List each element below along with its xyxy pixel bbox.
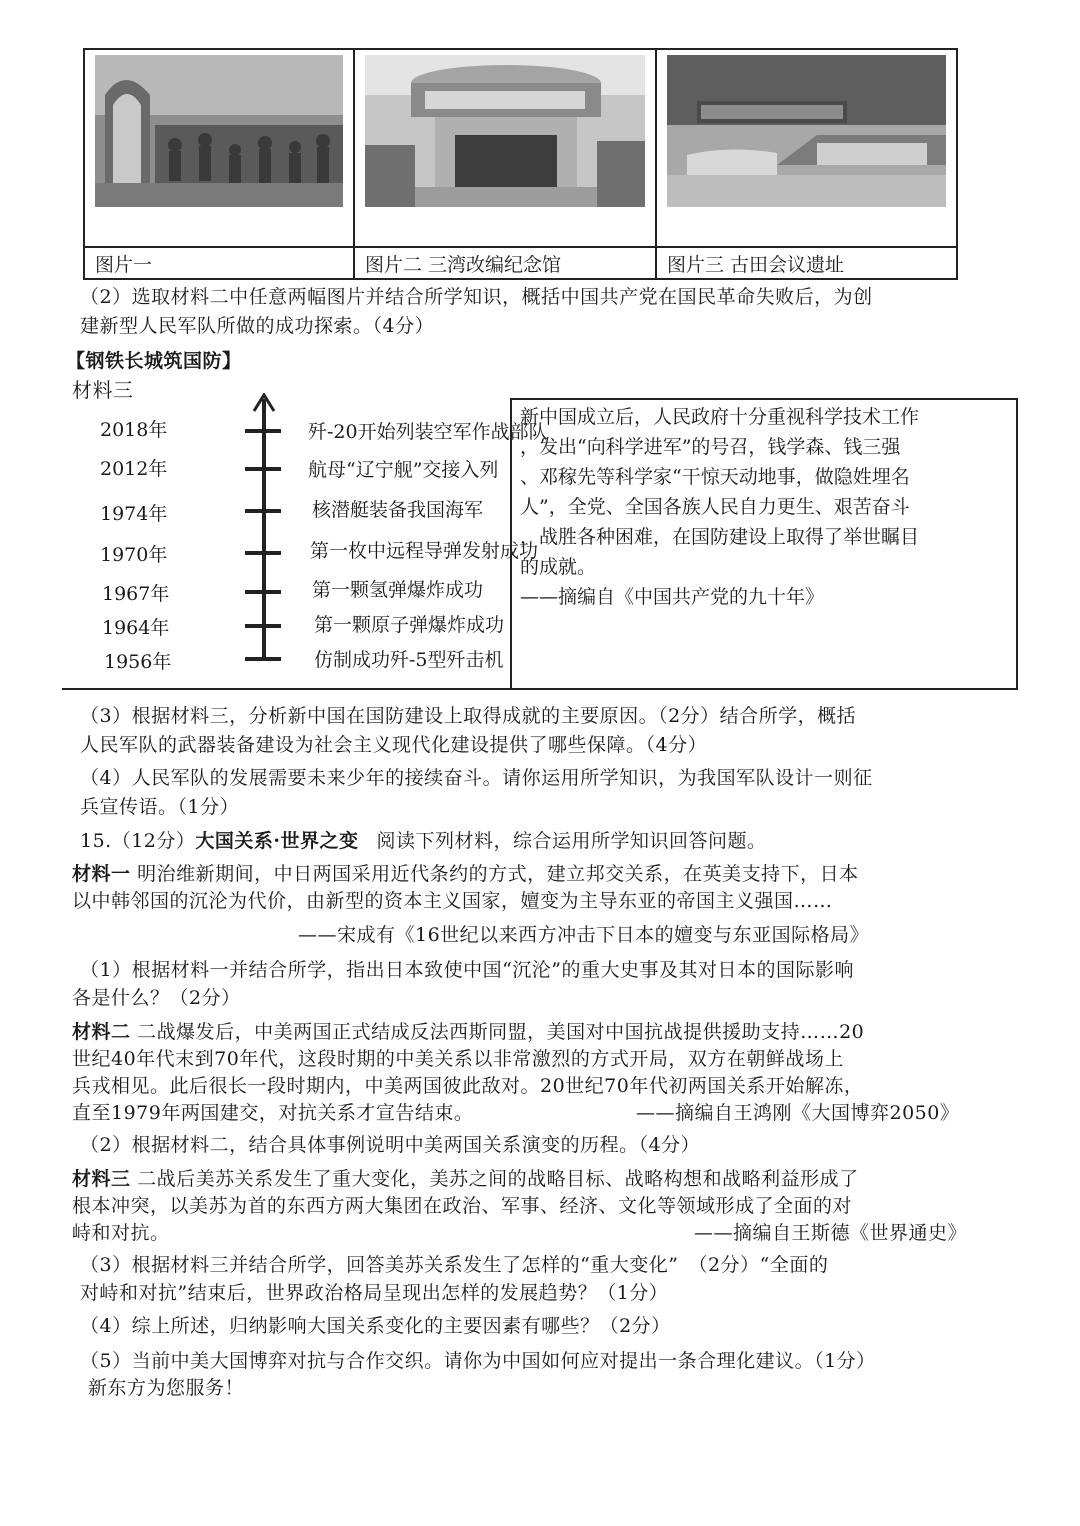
material-3-source: ——摘编自《中国共产党的九十年》	[520, 586, 825, 608]
image-cell-3	[655, 50, 956, 278]
q15-sub-1-line-1: （1）根据材料一并结合所学，指出日本致使中国“沉沦”的重大史事及其对日本的国际影响	[80, 959, 855, 981]
q15-material-1-source: ——宋成有《16世纪以来西方冲击下日本的嬗变与东亚国际格局》	[298, 924, 870, 946]
q15-sub-5: （5）当前中美大国博弈对抗与合作交织。请你为中国如何应对提出一条合理化建议。（1分）	[80, 1350, 876, 1372]
question-3-line-1: （3）根据材料三，分析新中国在国防建设上取得成就的主要原因。（2分）结合所学，概括	[80, 705, 857, 727]
q15-sub-3-line-2: 对峙和对抗”结束后，世界政治格局呈现出怎样的发展趋势？（1分）	[80, 1282, 669, 1304]
question-4-line-1: （4）人民军队的发展需要未来少年的接续奋斗。请你运用所学知识，为我国军队设计一则征	[80, 767, 873, 789]
q15-material-2-line-3: 兵戎相见。此后很长一段时期内，中美两国彼此敌对。20世纪70年代初两国关系开始解冻，	[72, 1075, 864, 1097]
q15-material-3-text: 二战后美苏关系发生了重大变化，美苏之间的战略目标、战略构想和战略利益形成了	[137, 1168, 859, 1190]
q15-material-3-line-3: 峙和对抗。	[72, 1222, 170, 1244]
timeline-year: 1956年	[104, 651, 172, 673]
timeline-event: 核潜艇装备我国海军	[312, 499, 484, 521]
q15-sub-2: （2）根据材料二，结合具体事例说明中美两国关系演变的历程。（4分）	[80, 1134, 701, 1156]
photo-2	[365, 55, 645, 207]
timeline-year: 2012年	[100, 458, 168, 480]
question-2-line-1: （2）选取材料二中任意两幅图片并结合所学知识，概括中国共产党在国民革命失败后，为创	[80, 286, 873, 308]
q15-material-2-text: 二战爆发后，中美两国正式结成反法西斯同盟，美国对中国抗战提供援助支持……20	[137, 1021, 865, 1043]
timeline-tick	[245, 551, 281, 555]
q15-material-3-label: 材料三	[72, 1168, 131, 1190]
q15-material-1-line-2: 以中韩邻国的沉沦为代价，由新型的资本主义国家，嬗变为主导东亚的帝国主义强国……	[72, 890, 833, 912]
timeline-event: 仿制成功歼-5型歼击机	[314, 649, 504, 671]
q15-material-3-line-1	[72, 1164, 859, 1194]
material-3-box	[62, 398, 1018, 690]
timeline-arrow	[252, 393, 276, 663]
footer-note: 新东方为您服务！	[88, 1377, 245, 1399]
timeline-year: 1970年	[100, 544, 168, 566]
material-3-text-line: ，发出“向科学进军”的号召，钱学森、钱三强	[520, 436, 901, 458]
timeline-event: 第一颗氢弹爆炸成功	[312, 579, 484, 601]
q15-material-2-line-4: 直至1979年两国建交，对抗关系才宣告结束。	[72, 1102, 474, 1124]
question-15-number: 15.（12分）	[80, 830, 196, 852]
question-3-line-2: 人民军队的武器装备建设为社会主义现代化建设提供了哪些保障。（4分）	[80, 734, 708, 756]
material-3-text-line: 新中国成立后，人民政府十分重视科学技术工作	[520, 406, 920, 428]
timeline-event: 航母“辽宁舰”交接入列	[308, 459, 499, 481]
question-15-title: 大国关系·世界之变	[195, 830, 359, 852]
timeline-tick	[245, 429, 281, 433]
section-title: 【钢铁长城筑国防】	[66, 350, 242, 372]
timeline-year: 1967年	[102, 583, 170, 605]
material-3-text-panel	[510, 398, 1018, 688]
timeline-tick	[245, 509, 281, 513]
timeline-event: 第一枚中远程导弹发射成功	[310, 540, 539, 562]
q15-material-3-line-2: 根本冲突，以美苏为首的东西方两大集团在政治、军事、经济、文化等领域形成了全面的对	[72, 1195, 853, 1217]
material-3-text-line: 、邓稼先等科学家“干惊天动地事，做隐姓埋名	[520, 466, 910, 488]
timeline-year: 1974年	[100, 503, 168, 525]
image-caption-1: 图片一	[95, 254, 153, 276]
q15-material-2-line-1	[72, 1017, 864, 1047]
timeline-event: 歼-20开始列装空军作战部队	[308, 421, 548, 443]
image-caption-2: 图片二 三湾改编纪念馆	[365, 254, 562, 276]
timeline-year: 2018年	[100, 419, 168, 441]
q15-material-1-line-1	[72, 859, 859, 889]
image-cell-1	[85, 50, 353, 278]
timeline-tick	[245, 590, 281, 594]
timeline-tick	[245, 657, 281, 661]
q15-material-3-source: ——摘编自王斯德《世界通史》	[694, 1222, 968, 1244]
q15-material-1-text: 明治维新期间，中日两国采用近代条约的方式，建立邦交关系，在英美支持下，日本	[137, 863, 859, 885]
photo-3	[667, 55, 946, 207]
q15-sub-4: （4）综上所述，归纳影响大国关系变化的主要因素有哪些？（2分）	[80, 1315, 671, 1337]
q15-material-2-source: ——摘编自王鸿刚《大国博弈2050》	[636, 1102, 960, 1124]
q15-sub-3-line-1: （3）根据材料三并结合所学，回答美苏关系发生了怎样的“重大变化” （2分）“全面的	[80, 1254, 829, 1276]
timeline-event: 第一颗原子弹爆炸成功	[314, 614, 505, 636]
image-table	[83, 48, 958, 280]
q15-material-2-line-2: 世纪40年代末到70年代，这段时期的中美关系以非常激烈的方式开局，双方在朝鲜战场上	[72, 1048, 844, 1070]
question-15-header	[80, 826, 767, 856]
material-3-text-line: 人”，全党、全国各族人民自力更生、艰苦奋斗	[520, 496, 910, 518]
material-3-text-line: ，战胜各种困难，在国防建设上取得了举世瞩目	[520, 526, 920, 548]
q15-sub-1-line-2: 各是什么？（2分）	[72, 987, 241, 1009]
question-15-instruction: 阅读下列材料，综合运用所学知识回答问题。	[376, 830, 767, 852]
timeline-year: 1964年	[102, 617, 170, 639]
timeline-tick	[245, 467, 281, 471]
question-4-line-2: 兵宣传语。（1分）	[80, 796, 240, 818]
material-3-label: 材料三	[72, 378, 134, 402]
question-2-line-2: 建新型人民军队所做的成功探索。（4分）	[80, 315, 435, 337]
photo-1	[95, 55, 343, 207]
q15-material-2-label: 材料二	[72, 1021, 131, 1043]
image-cell-2	[353, 50, 655, 278]
q15-material-1-label: 材料一	[72, 863, 131, 885]
image-caption-3: 图片三 古田会议遗址	[667, 254, 845, 276]
timeline-tick	[245, 624, 281, 628]
material-3-text-line: 的成就。	[520, 556, 597, 578]
